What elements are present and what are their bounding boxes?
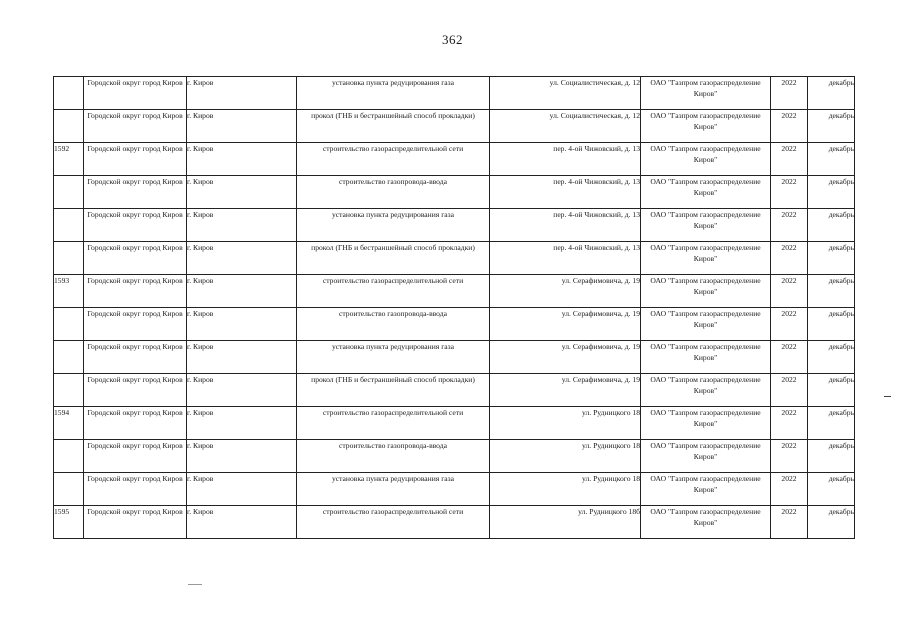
address-cell: ул. Серафимовича, д. 19	[490, 308, 641, 341]
year-cell: 2022	[771, 242, 808, 275]
organization-cell: ОАО "Газпром газораспределение Киров"	[641, 407, 771, 440]
organization-cell: ОАО "Газпром газораспределение Киров"	[641, 308, 771, 341]
work-type-text: строительство газораспределительной сети	[322, 276, 464, 285]
municipality-cell: Городской округ город Киров	[84, 77, 187, 110]
year-cell: 2022	[771, 209, 808, 242]
row-number: 1594	[54, 407, 84, 440]
municipality-cell: Городской округ город Киров	[84, 110, 187, 143]
work-type-text: установка пункта редуцирования газа	[331, 78, 455, 87]
locality-cell: г. Киров	[187, 473, 297, 506]
work-type-text: установка пункта редуцирования газа	[331, 342, 455, 351]
month-cell: декабрь	[808, 308, 855, 341]
locality-cell: г. Киров	[187, 407, 297, 440]
municipality-cell: Городской округ город Киров	[84, 275, 187, 308]
work-type-text: строительство газораспределительной сети	[322, 144, 464, 153]
month-cell: декабрь	[808, 77, 855, 110]
row-number	[54, 308, 84, 341]
row-number	[54, 242, 84, 275]
table-row	[54, 242, 855, 275]
table-row	[54, 308, 855, 341]
table-row	[54, 77, 855, 110]
month-cell: декабрь	[808, 440, 855, 473]
locality-cell: г. Киров	[187, 242, 297, 275]
address-cell: пер. 4-ой Чижовский, д. 13	[490, 242, 641, 275]
organization-cell: ОАО "Газпром газораспределение Киров"	[641, 374, 771, 407]
municipality-cell: Городской округ город Киров	[84, 143, 187, 176]
row-number: 1595	[54, 506, 84, 539]
row-number	[54, 176, 84, 209]
table-row	[54, 176, 855, 209]
month-cell: декабрь	[808, 275, 855, 308]
address-cell: ул. Социалистическая, д. 12	[490, 110, 641, 143]
month-cell: декабрь	[808, 374, 855, 407]
locality-cell: г. Киров	[187, 209, 297, 242]
table-row	[54, 473, 855, 506]
work-type-cell	[297, 308, 490, 341]
row-number	[54, 77, 84, 110]
row-number	[54, 374, 84, 407]
locality-cell: г. Киров	[187, 176, 297, 209]
table-row	[54, 110, 855, 143]
address-cell: ул. Социалистическая, д. 12	[490, 77, 641, 110]
work-type-text: строительство газопровода-ввода	[339, 441, 447, 450]
work-type-cell	[297, 407, 490, 440]
row-number	[54, 209, 84, 242]
organization-cell: ОАО "Газпром газораспределение Киров"	[641, 143, 771, 176]
month-cell: декабрь	[808, 143, 855, 176]
row-number	[54, 341, 84, 374]
locality-cell: г. Киров	[187, 374, 297, 407]
organization-cell: ОАО "Газпром газораспределение Киров"	[641, 275, 771, 308]
table-row	[54, 506, 855, 539]
municipality-cell: Городской округ город Киров	[84, 242, 187, 275]
work-type-cell	[297, 110, 490, 143]
work-type-text: строительство газопровода-ввода	[339, 309, 447, 318]
municipality-cell: Городской округ город Киров	[84, 341, 187, 374]
year-cell: 2022	[771, 374, 808, 407]
month-cell: декабрь	[808, 506, 855, 539]
organization-cell: ОАО "Газпром газораспределение Киров"	[641, 209, 771, 242]
address-cell: ул. Серафимовича, д. 19	[490, 374, 641, 407]
work-type-cell	[297, 143, 490, 176]
work-type-cell	[297, 473, 490, 506]
municipality-cell: Городской округ город Киров	[84, 440, 187, 473]
work-type-cell	[297, 374, 490, 407]
row-number	[54, 440, 84, 473]
address-cell: ул. Рудницкого 18	[490, 473, 641, 506]
month-cell: декабрь	[808, 473, 855, 506]
work-type-cell	[297, 242, 490, 275]
municipality-cell: Городской округ город Киров	[84, 473, 187, 506]
organization-cell: ОАО "Газпром газораспределение Киров"	[641, 473, 771, 506]
year-cell: 2022	[771, 110, 808, 143]
year-cell: 2022	[771, 407, 808, 440]
address-cell: пер. 4-ой Чижовский, д. 13	[490, 209, 641, 242]
locality-cell: г. Киров	[187, 110, 297, 143]
registry-table	[53, 76, 855, 539]
row-number	[54, 110, 84, 143]
work-type-cell	[297, 209, 490, 242]
locality-cell: г. Киров	[187, 341, 297, 374]
work-type-cell	[297, 341, 490, 374]
work-type-text: строительство газораспределительной сети	[322, 408, 464, 417]
work-type-cell	[297, 506, 490, 539]
organization-cell: ОАО "Газпром газораспределение Киров"	[641, 506, 771, 539]
work-type-cell	[297, 440, 490, 473]
table-body	[54, 77, 855, 539]
table-row	[54, 341, 855, 374]
margin-dash-mark	[884, 396, 891, 397]
organization-cell: ОАО "Газпром газораспределение Киров"	[641, 440, 771, 473]
locality-cell: г. Киров	[187, 143, 297, 176]
table-row	[54, 374, 855, 407]
year-cell: 2022	[771, 308, 808, 341]
municipality-cell: Городской округ город Киров	[84, 374, 187, 407]
municipality-cell: Городской округ город Киров	[84, 308, 187, 341]
locality-cell: г. Киров	[187, 77, 297, 110]
locality-cell: г. Киров	[187, 308, 297, 341]
year-cell: 2022	[771, 473, 808, 506]
address-cell: пер. 4-ой Чижовский, д. 13	[490, 143, 641, 176]
work-type-text: прокол (ГНБ и бестраншейный способ прокладки)	[311, 243, 475, 252]
month-cell: декабрь	[808, 407, 855, 440]
work-type-text: прокол (ГНБ и бестраншейный способ прокладки)	[311, 111, 475, 120]
locality-cell: г. Киров	[187, 275, 297, 308]
work-type-text: установка пункта редуцирования газа	[331, 210, 455, 219]
work-type-text: строительство газораспределительной сети	[322, 507, 464, 516]
municipality-cell: Городской округ город Киров	[84, 506, 187, 539]
year-cell: 2022	[771, 275, 808, 308]
organization-cell: ОАО "Газпром газораспределение Киров"	[641, 341, 771, 374]
municipality-cell: Городской округ город Киров	[84, 209, 187, 242]
table-row	[54, 275, 855, 308]
address-cell: ул. Рудницкого 18	[490, 407, 641, 440]
municipality-cell: Городской округ город Киров	[84, 176, 187, 209]
row-number	[54, 473, 84, 506]
month-cell: декабрь	[808, 176, 855, 209]
year-cell: 2022	[771, 506, 808, 539]
year-cell: 2022	[771, 176, 808, 209]
work-type-text: строительство газопровода-ввода	[339, 177, 447, 186]
row-number: 1593	[54, 275, 84, 308]
organization-cell: ОАО "Газпром газораспределение Киров"	[641, 242, 771, 275]
month-cell: декабрь	[808, 209, 855, 242]
month-cell: декабрь	[808, 110, 855, 143]
address-cell: ул. Серафимовича, д. 19	[490, 275, 641, 308]
work-type-cell	[297, 275, 490, 308]
organization-cell: ОАО "Газпром газораспределение Киров"	[641, 176, 771, 209]
locality-cell: г. Киров	[187, 440, 297, 473]
year-cell: 2022	[771, 143, 808, 176]
month-cell: декабрь	[808, 341, 855, 374]
table-row	[54, 143, 855, 176]
table-row	[54, 407, 855, 440]
year-cell: 2022	[771, 440, 808, 473]
address-cell: ул. Рудницкого 18б	[490, 506, 641, 539]
year-cell: 2022	[771, 341, 808, 374]
organization-cell: ОАО "Газпром газораспределение Киров"	[641, 77, 771, 110]
locality-cell: г. Киров	[187, 506, 297, 539]
work-type-text: установка пункта редуцирования газа	[331, 474, 455, 483]
organization-cell: ОАО "Газпром газораспределение Киров"	[641, 110, 771, 143]
month-cell: декабрь	[808, 242, 855, 275]
page-number: 362	[442, 32, 463, 47]
table-row	[54, 440, 855, 473]
scan-artifact-mark	[188, 584, 202, 585]
year-cell: 2022	[771, 77, 808, 110]
address-cell: ул. Серафимовича, д. 19	[490, 341, 641, 374]
address-cell: пер. 4-ой Чижовский, д. 13	[490, 176, 641, 209]
municipality-cell: Городской округ город Киров	[84, 407, 187, 440]
row-number: 1592	[54, 143, 84, 176]
work-type-text: прокол (ГНБ и бестраншейный способ прокладки)	[311, 375, 475, 384]
table-row	[54, 209, 855, 242]
work-type-cell	[297, 176, 490, 209]
address-cell: ул. Рудницкого 18	[490, 440, 641, 473]
work-type-cell	[297, 77, 490, 110]
